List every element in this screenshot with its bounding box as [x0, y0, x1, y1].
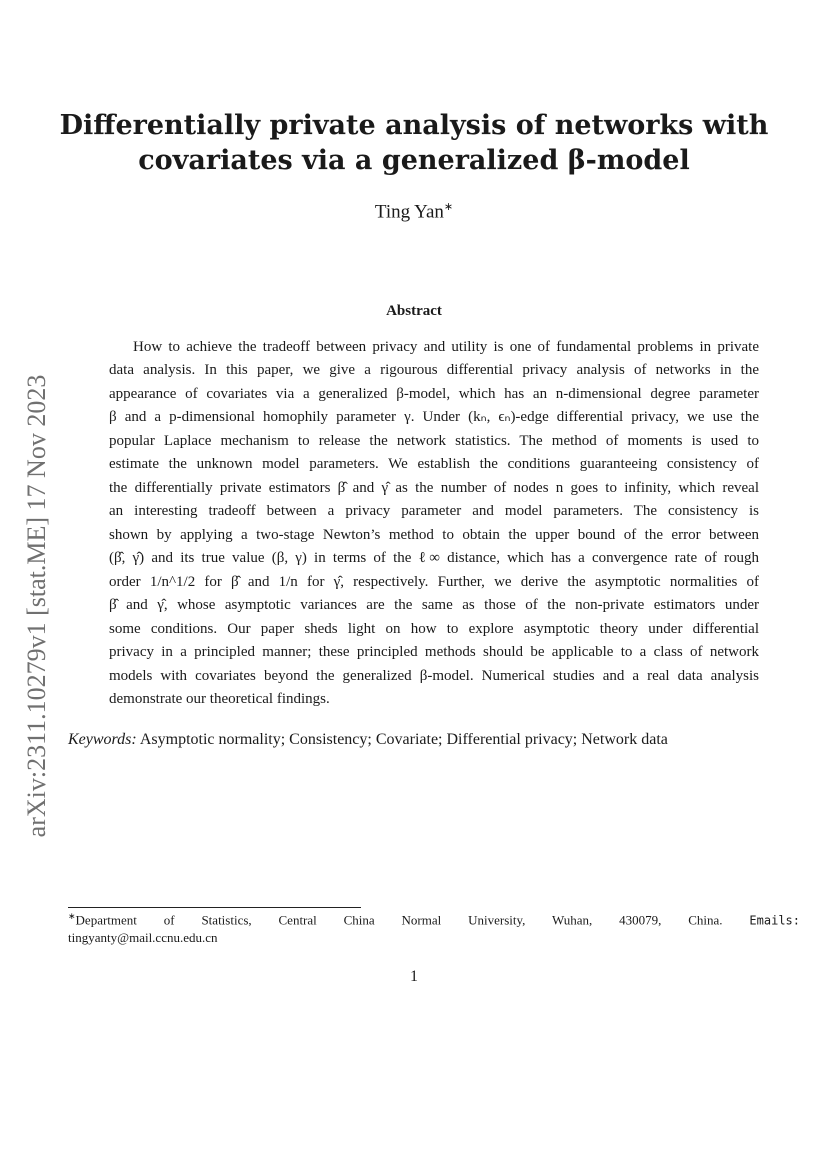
keywords-label: Keywords:: [68, 731, 137, 748]
author: [0, 200, 828, 223]
abstract-line: β and a p-dimensional homophily parameter γ. Under (kₙ, ϵₙ)-edge differential privacy, we use the: [109, 409, 759, 425]
abstract-line: privacy in a principled manner; these principled methods should be applicable to a class of network: [109, 644, 759, 660]
abstract-line: How to achieve the tradeoff between privacy and utility is one of fundamental problems in private: [133, 339, 759, 355]
footnote-emails-label: Emails:: [749, 913, 800, 928]
footnote-mark: ∗: [68, 911, 76, 921]
abstract-line: popular Laplace mechanism to release the network statistics. The method of moments is used to: [109, 433, 759, 449]
abstract-line: models with covariates beyond the generalized β-model. Numerical studies and a real data analysis: [109, 668, 759, 684]
abstract-heading: Abstract: [386, 303, 442, 319]
footnote-email: tingyanty@mail.ccnu.edu.cn: [68, 930, 218, 945]
abstract-line: data analysis. In this paper, we give a rigourous differential privacy analysis of networks in the: [109, 362, 759, 378]
author-footnote-mark: ∗: [443, 201, 454, 213]
abstract-line: order 1/n^1/2 for β̂ and 1/n for γ̂, respectively. Further, we derive the asymptotic normalities of: [109, 574, 759, 590]
page-number: 1: [410, 968, 418, 985]
keywords-text: Asymptotic normality; Consistency; Covariate; Differential privacy; Network data: [139, 731, 668, 748]
arxiv-identifier: arXiv:2311.10279v1 [stat.ME] 17 Nov 2023: [22, 374, 51, 838]
footnote-affiliation-text: Department of Statistics, Central China Normal University, Wuhan, 430079, China.: [75, 912, 723, 928]
abstract-line: (β̂, γ̂) and its true value (β, γ) in terms of the ℓ∞ distance, which has a convergence rate of rough: [109, 550, 759, 566]
keywords: [68, 731, 768, 749]
abstract-line: an interesting tradeoff between a privacy parameter and model parameters. The consistency is: [109, 503, 759, 519]
abstract-line: shown by applying a two-stage Newton’s method to obtain the upper bound of the error between: [109, 527, 759, 543]
abstract-line: some conditions. Our paper sheds light on how to explore asymptotic theory under differential: [109, 621, 759, 637]
footnote-rule: [68, 907, 361, 908]
abstract-line: appearance of covariates via a generalized β-model, which has an n-dimensional degree parameter: [109, 386, 759, 402]
footnote-affiliation: [68, 911, 800, 928]
paper-title-line-1: Differentially private analysis of networks with: [59, 110, 769, 141]
abstract-line: the differentially private estimators β̂ and γ̂ as the number of nodes n goes to infinity, which reveal: [109, 480, 759, 496]
author-name: Ting Yan: [374, 201, 444, 223]
paper-title-line-2: covariates via a generalized β-model: [138, 145, 690, 176]
abstract-line: β̂ and γ̂, whose asymptotic variances are the same as those of the non-private estimators under: [109, 597, 759, 613]
abstract-line: demonstrate our theoretical findings.: [109, 691, 330, 707]
abstract-line: estimate the unknown model parameters. We establish the conditions guaranteeing consistency of: [109, 456, 759, 472]
